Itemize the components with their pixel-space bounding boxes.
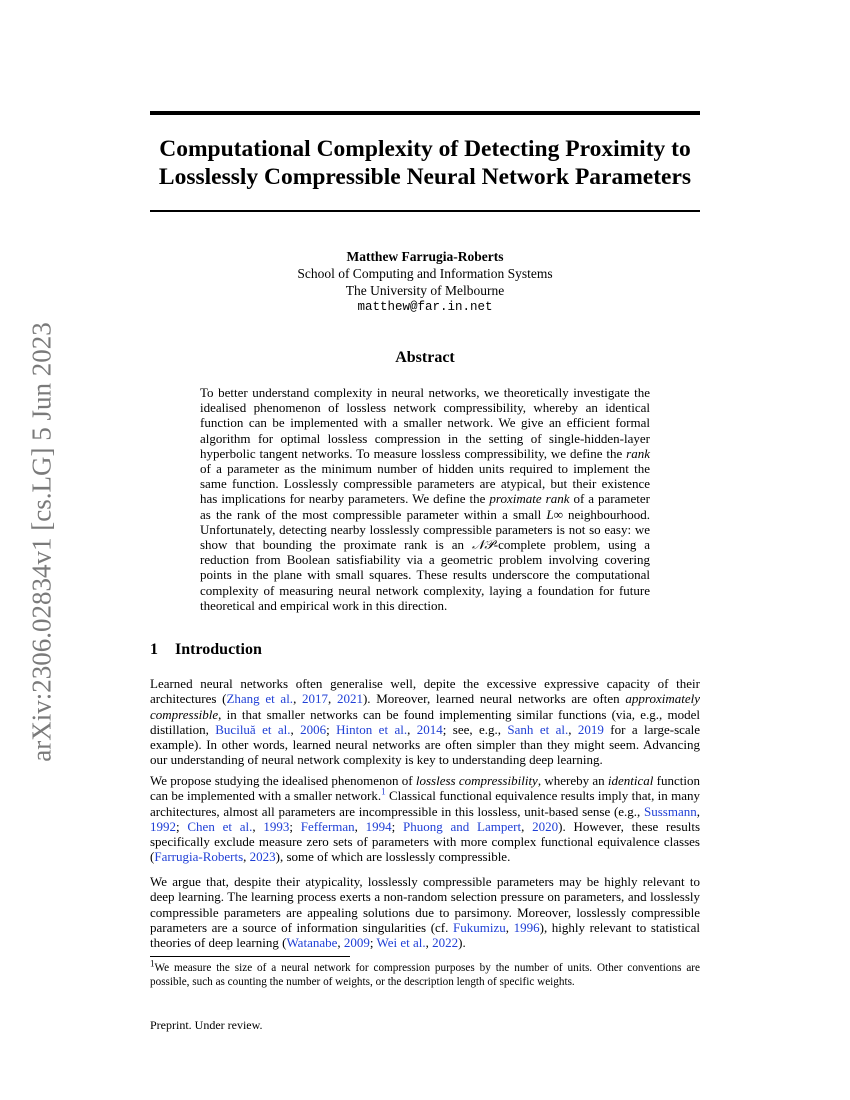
abstract-term-rank: rank [626, 445, 650, 461]
author-email[interactable]: matthew@far.in.net [357, 300, 493, 314]
citation-link[interactable]: Chen et al. [187, 818, 253, 834]
abstract-math-np: 𝒩𝒫 [471, 537, 494, 553]
paragraph-text: , [243, 849, 250, 865]
paragraph-text: , [521, 818, 533, 834]
footnote-text: We measure the size of a neural network for compression purposes by the number of units. Other conventions are possible, such as counting the number of weights, or the description length of specific weights. [150, 962, 700, 988]
paragraph-text: , [252, 818, 264, 834]
author-name: Matthew Farrugia-Roberts [346, 249, 504, 264]
citation-link[interactable]: Fefferman [300, 818, 355, 834]
title-top-rule [150, 111, 700, 115]
paragraph-text: We argue that, despite their atypicality, losslessly compressible parameters may be highly relevant to deep learning. The learning process exerts a non-random selection pressure on parameters, and losslessly compressible parameters are appealing solutions due to parsimony. Moreover, losslessly compressible parameters are a source of information singularities (cf. [150, 874, 700, 935]
paragraph-text: function can be implemented with a smaller network. [150, 773, 700, 804]
paragraph-text: , in that smaller networks can be found implementing similar functions (via, e.g., model distillation, [150, 706, 700, 737]
citation-link[interactable]: 2021 [336, 691, 363, 707]
citation-link[interactable]: Wei et al. [376, 935, 426, 951]
paragraph-text: , [505, 919, 514, 935]
abstract-text: To better understand complexity in neural networks, we theoretically investigate the idealised phenomenon of lossless network compressibility, whereby an identical function can be implemented with a smaller network. We give an efficient formal algorithm for optimal lossless compression in the setting of single-hidden-layer hyperbolic tangent networks. To measure lossless compressibility, we define the [200, 385, 650, 461]
citation-link[interactable]: 2023 [249, 849, 276, 865]
citation-link[interactable]: Buciluă et al. [215, 721, 291, 737]
footnote-marker[interactable]: 1 [381, 786, 386, 797]
paragraph-text: , [354, 818, 366, 834]
citation-link[interactable]: Zhang et al. [226, 691, 294, 707]
paragraph-text: ). [458, 935, 466, 951]
abstract-heading: Abstract [395, 349, 455, 366]
section-heading-introduction [150, 641, 262, 659]
citation-link[interactable]: Sussmann [644, 803, 697, 819]
citation-link[interactable]: Farrugia-Roberts [154, 849, 244, 865]
citation-link[interactable]: 1994 [365, 818, 392, 834]
abstract-text: of a parameter as the rank of the most compressible parameter within a small [200, 491, 650, 522]
abstract-term-proximate-rank: proximate rank [489, 491, 570, 507]
emphasis-text: identical [607, 773, 654, 788]
citation-link[interactable]: 1993 [263, 818, 290, 834]
citation-link[interactable]: 2017 [302, 691, 329, 707]
emphasis-text: lossless compressibility [415, 773, 538, 788]
preprint-notice: Preprint. Under review. [150, 1018, 263, 1032]
footnote-rule [150, 956, 350, 957]
author-university: The University of Melbourne [345, 283, 505, 298]
paragraph-text: ). However, these results specifically exclude measure zero sets of parameters with more complex functional equivalence classes ( [150, 818, 701, 865]
citation-link[interactable]: 1996 [513, 919, 540, 935]
citation-link[interactable]: Watanabe [286, 935, 338, 951]
paper-title [100, 135, 750, 191]
paragraph-text: Classical functional equivalence results imply that, in many architectures, almost all parameters are incompressible in this lossless, unit-based sense (e.g., [150, 788, 700, 819]
paragraph-text: ; see, e.g., [442, 721, 508, 737]
citation-link[interactable]: 1992 [150, 818, 176, 834]
paragraph-text: , [407, 721, 417, 737]
citation-link[interactable]: 2022 [432, 935, 459, 951]
section-title: Introduction [175, 641, 262, 658]
citation-link[interactable]: 2009 [343, 935, 370, 951]
citation-link[interactable]: 2006 [300, 721, 327, 737]
citation-link[interactable]: Phuong and Lampert [403, 818, 522, 834]
section-number: 1 [150, 641, 158, 658]
citation-link[interactable]: Fukumizu [453, 919, 506, 935]
footnote-mark: 1 [150, 958, 155, 969]
citation-link[interactable]: 2020 [532, 818, 559, 834]
paragraph-text: ). Moreover, learned neural networks are often [362, 691, 626, 707]
paragraph-text: , [337, 935, 344, 951]
title-line-1: Computational Complexity of Detecting Proximity to [159, 136, 691, 162]
citation-link[interactable]: 2019 [577, 721, 604, 737]
paragraph-text: Learned neural networks often generalise well, depite the excessive expressive capacity of their architectures ( [150, 676, 700, 707]
paragraph-text: , whereby an [537, 773, 608, 788]
author-school: School of Computing and Information Systems [297, 266, 553, 281]
abstract-body [200, 385, 650, 613]
intro-paragraph-3 [150, 874, 700, 950]
paragraph-text: ), some of which are losslessly compressible. [275, 849, 511, 865]
paragraph-text: , [290, 721, 301, 737]
paragraph-text: ; [391, 818, 404, 834]
paragraph-text: ; [369, 935, 377, 951]
abstract-text: -complete problem, using a reduction from Boolean satisfiability via a geometric problem involving covering points in the plane with small squares. These results underscore the computational complexity of measuring neural network complexity, laying a foundation for future theoretical and empirical work in this direction. [200, 537, 650, 613]
title-bottom-rule [150, 210, 700, 212]
citation-link[interactable]: 2014 [416, 721, 443, 737]
author-block [200, 248, 650, 316]
intro-paragraph-1 [150, 676, 700, 768]
paragraph-text: ; [289, 818, 301, 834]
intro-paragraph-2 [150, 773, 700, 865]
paragraph-text: for a large-scale example). In other words, learned neural networks are often simpler than they might seem. Advancing our understanding of neural network complexity is key to understanding deep learning. [150, 721, 701, 768]
paragraph-text: , [696, 803, 700, 819]
paragraph-text: ), highly relevant to statistical theories of deep learning ( [150, 919, 700, 951]
paragraph-text: , [328, 691, 337, 707]
footnote [150, 958, 700, 989]
paragraph-text: ; [176, 818, 188, 834]
abstract-text: of a parameter as the minimum number of hidden units required to implement the same function. Losslessly compressible parameters are atypical, but their existence has implications for nearby parameters. We define the [200, 461, 650, 507]
emphasis-text: approximately compressible [150, 691, 701, 722]
citation-link[interactable]: Sanh et al. [507, 721, 569, 737]
citation-link[interactable]: Hinton et al. [336, 721, 408, 737]
abstract-math-linf: L∞ [546, 506, 563, 522]
abstract-text: neighbourhood. Unfortunately, detecting nearby losslessly compressible parameters is not so easy: we show that bounding the proximate rank is an [200, 506, 650, 553]
paragraph-text: ; [326, 721, 337, 737]
paragraph-text: , [425, 935, 433, 951]
paragraph-text: , [568, 721, 578, 737]
arxiv-stamp: arXiv:2306.02834v1 [cs.LG] 5 Jun 2023 [26, 322, 57, 762]
paragraph-text: , [293, 691, 303, 707]
title-line-2: Losslessly Compressible Neural Network Parameters [158, 164, 692, 190]
paragraph-text: We propose studying the idealised phenomenon of [150, 773, 416, 788]
